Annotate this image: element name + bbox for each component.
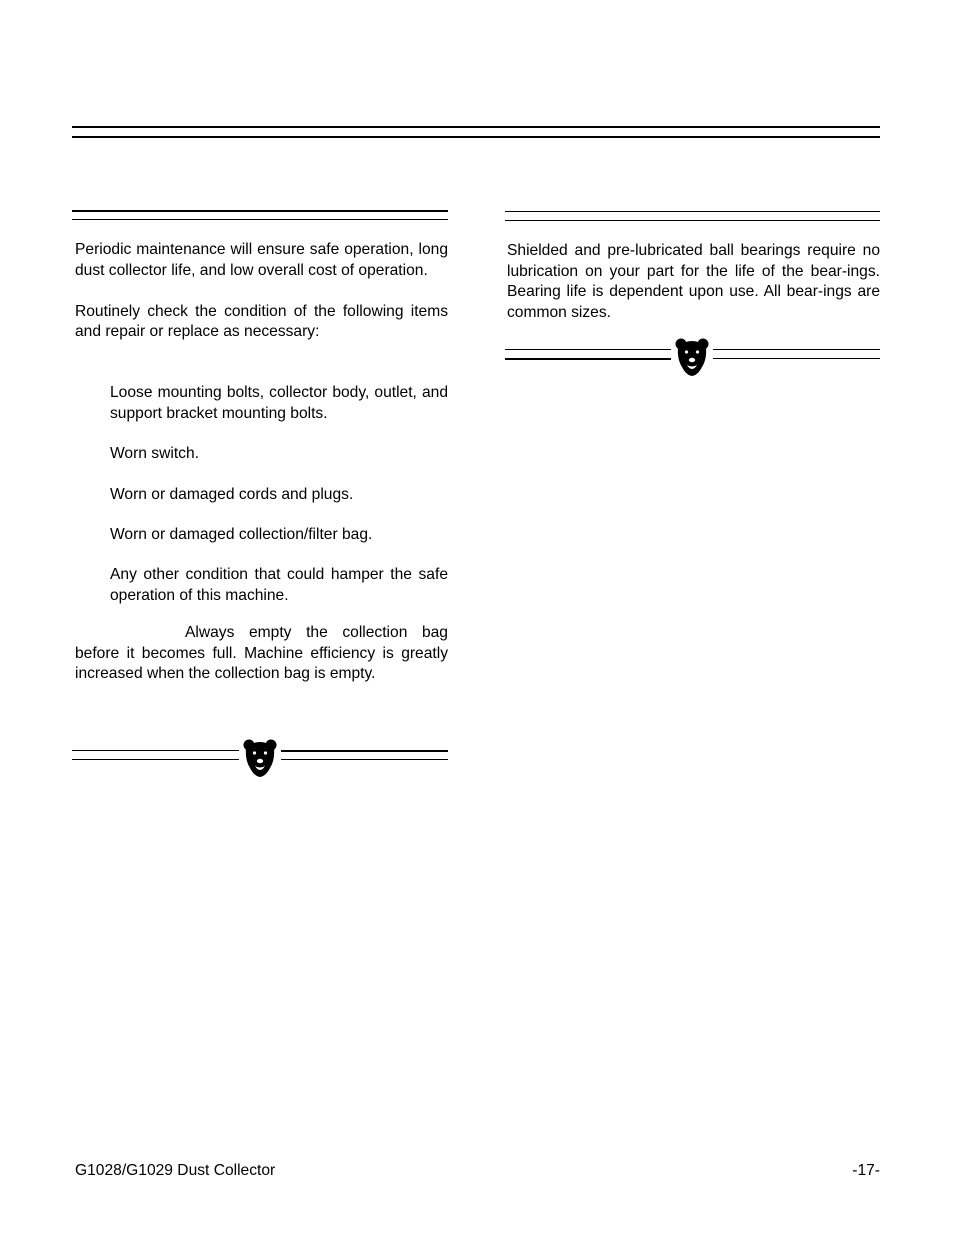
right-column bbox=[507, 241, 880, 323]
right-section-rule-top bbox=[505, 211, 880, 212]
checklist-item: Worn or damaged collection/filter bag. bbox=[110, 525, 373, 543]
checklist-item: Loose mounting bolts, collector body, outlet, and support bracket mounting bolts. bbox=[110, 384, 448, 422]
maintenance-intro: Periodic maintenance will ensure safe operation, long dust collector life, and low overall cost of operation. bbox=[75, 241, 448, 279]
right-section-end-divider bbox=[505, 336, 880, 378]
footer-manual-title: G1028/G1029 Dust Collector bbox=[75, 1162, 276, 1179]
bear-head-icon bbox=[674, 337, 710, 377]
left-section-rule-top bbox=[72, 210, 448, 212]
collection-bag-note-text: Always empty the collection bag before it becomes full. Machine efficiency is greatly increased when the collection bag is empty. bbox=[75, 624, 448, 683]
check-intro: Routinely check the condition of the following items and repair or replace as necessary: bbox=[75, 302, 448, 341]
checklist-item: Any other condition that could hamper the safe operation of this machine. bbox=[110, 566, 448, 604]
right-section-rule-bottom bbox=[505, 220, 880, 221]
footer-page-number: -17- bbox=[852, 1162, 880, 1179]
bear-head-icon bbox=[242, 738, 278, 778]
header-rule-bottom bbox=[72, 136, 880, 138]
left-column bbox=[75, 240, 448, 685]
collection-bag-note bbox=[75, 623, 448, 685]
header-rule-top bbox=[72, 126, 880, 128]
bearings-text: Shielded and pre-lubricated ball bearings require no lubrication on your part for the life of the bear-ings. Bearing life is dependent upon use. All bear-ings are common sizes. bbox=[507, 242, 880, 321]
maintenance-checklist bbox=[75, 383, 448, 606]
left-section-rule-bottom bbox=[72, 219, 448, 220]
left-section-end-divider bbox=[72, 737, 448, 779]
checklist-item: Worn or damaged cords and plugs. bbox=[110, 485, 354, 503]
checklist-item: Worn switch. bbox=[110, 445, 199, 463]
